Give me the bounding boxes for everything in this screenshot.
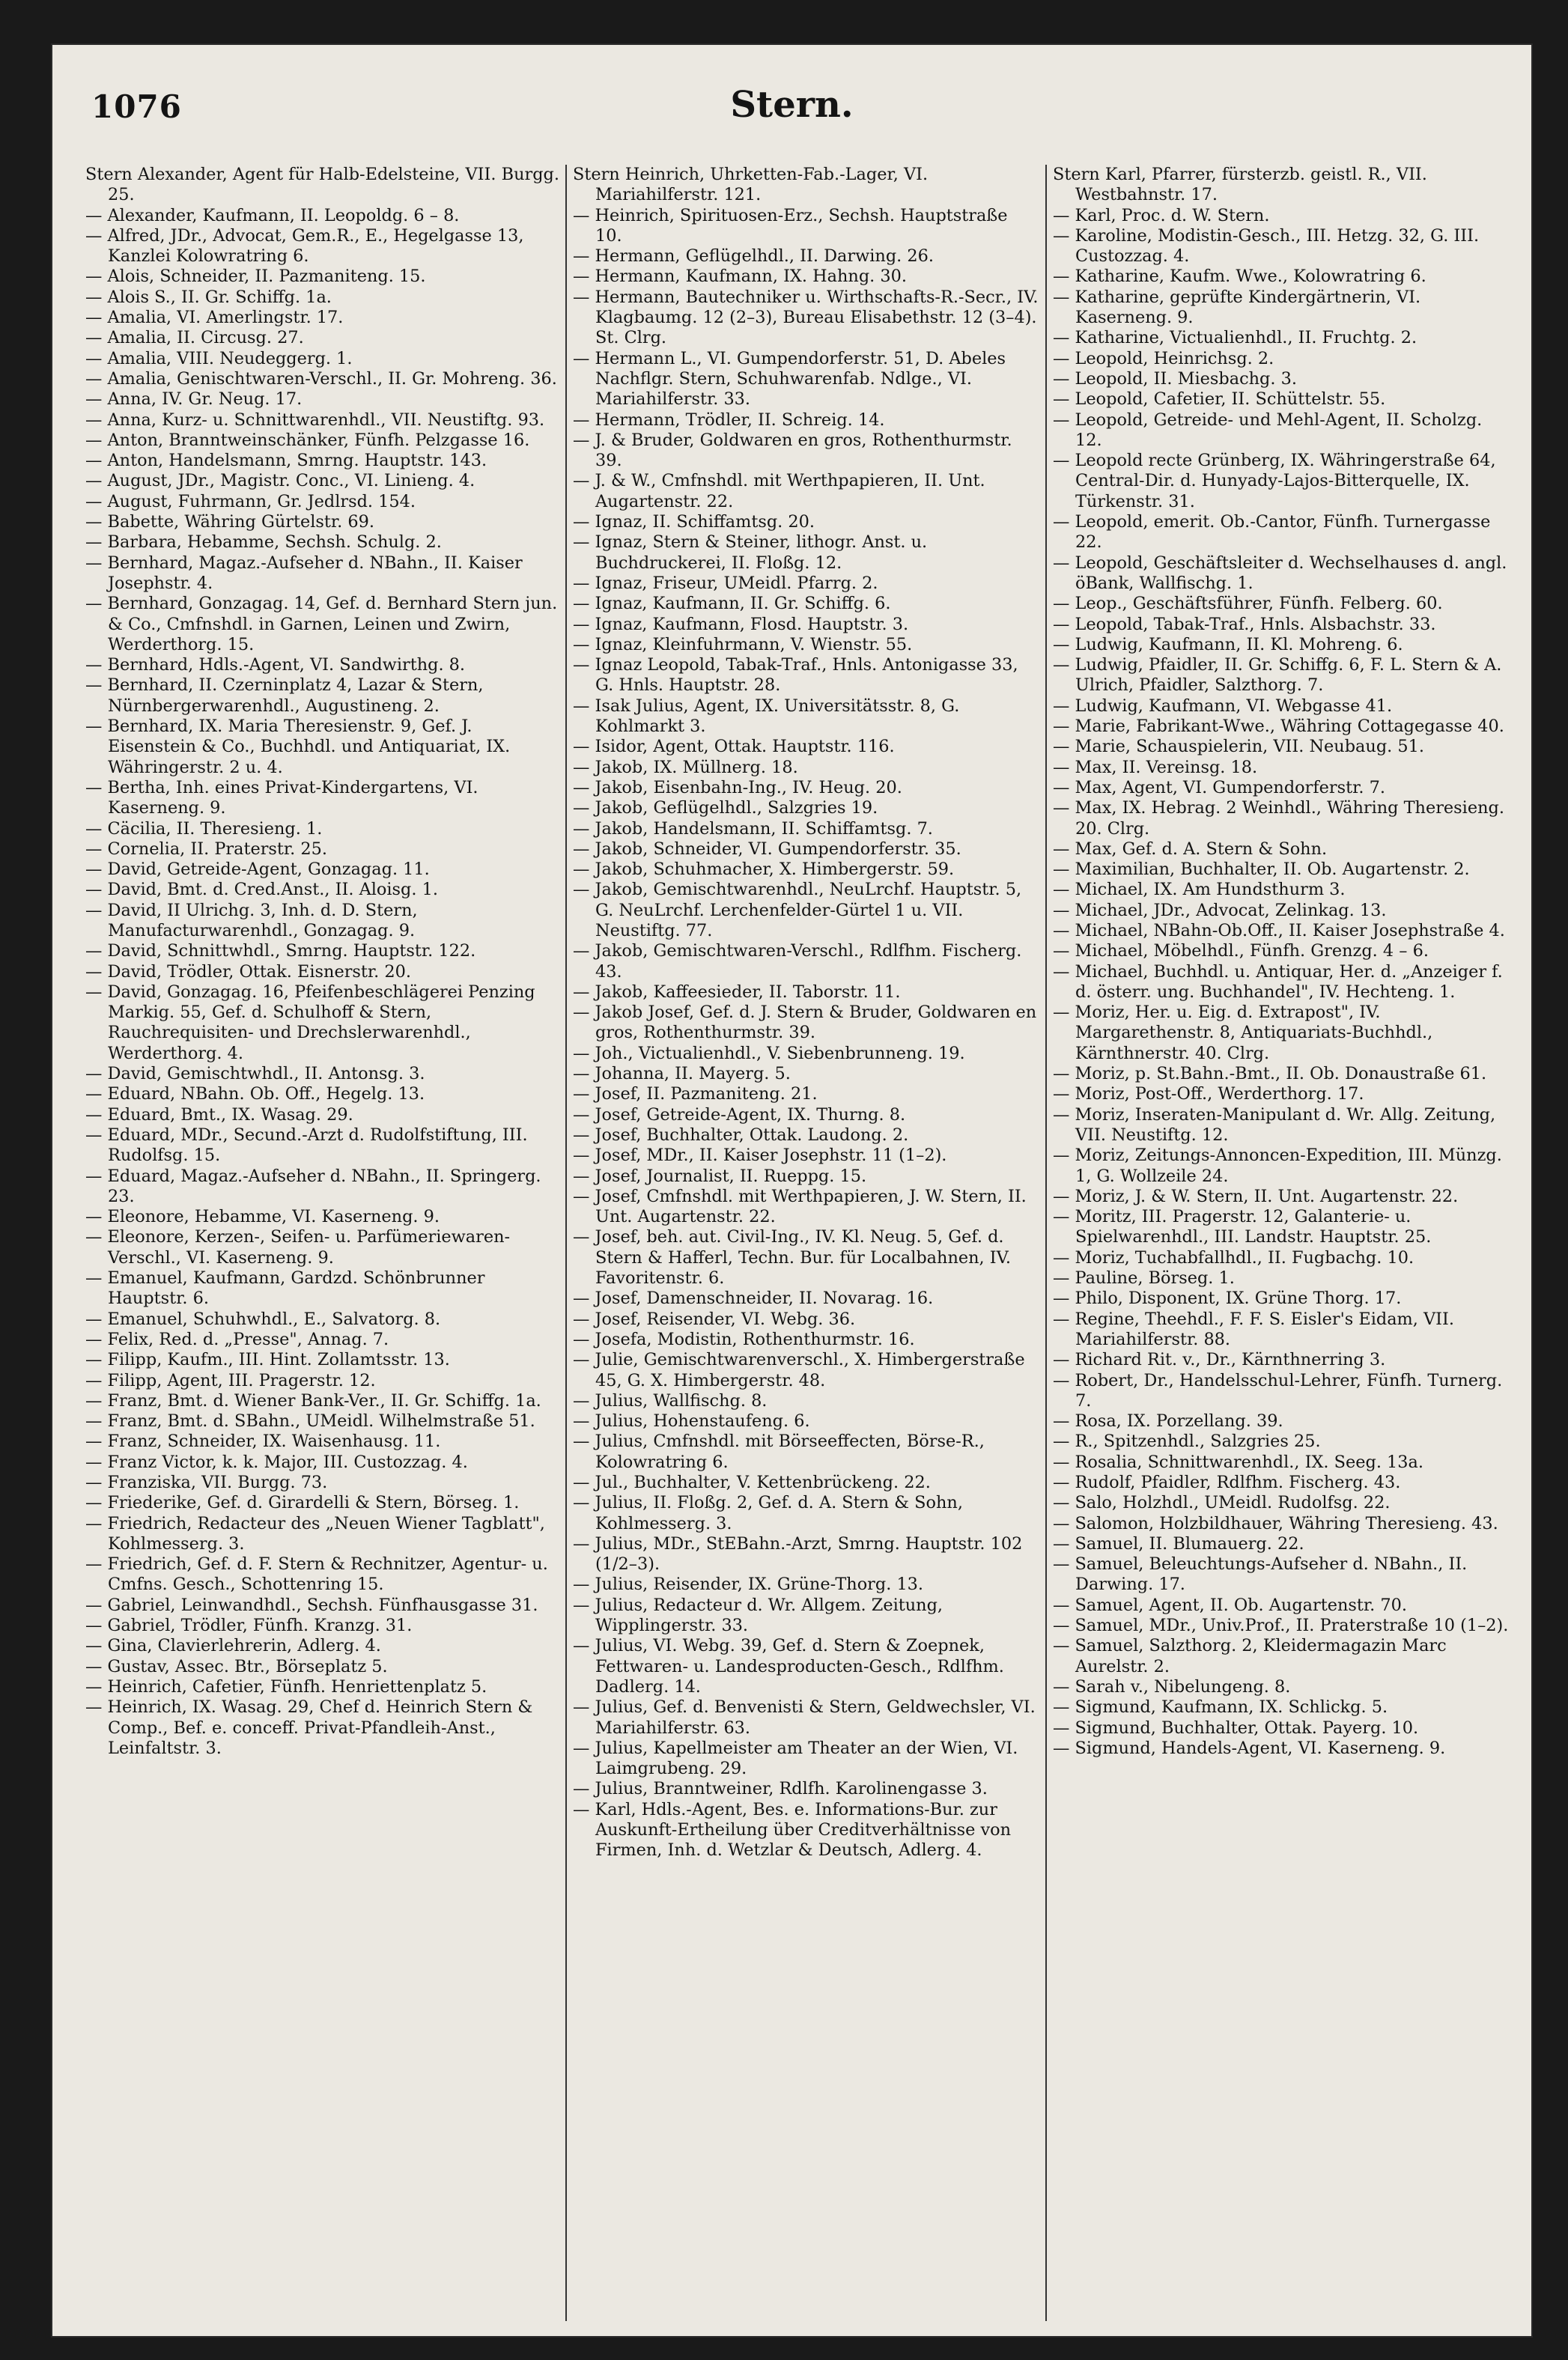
directory-entry: — Sigmund, Buchhalter, Ottak. Payerg. 10. (1053, 1718, 1419, 1738)
directory-entry: — Marie, Fabrikant-Wwe., Währing Cottagegasse 40. (1053, 717, 1504, 737)
directory-entry: — Bernhard, Magaz.-Aufseher d. NBahn., II. Kaiser Josephstr. 4. (85, 553, 523, 593)
directory-entry: — Samuel, MDr., Univ.Prof., II. Praterstraße 10 (1–2). (1053, 1616, 1509, 1636)
directory-entry: — Bertha, Inh. eines Privat-Kindergartens, VI. Kaserneng. 9. (85, 777, 478, 818)
directory-entry: — Eleonore, Hebamme, VI. Kaserneng. 9. (85, 1207, 440, 1227)
directory-entry: — Gabriel, Trödler, Fünfh. Kranzg. 31. (85, 1616, 413, 1636)
column-2 (565, 165, 1045, 2321)
directory-entry: — Katharine, Kaufm. Wwe., Kolowratring 6. (1053, 267, 1426, 287)
directory-entry: — Amalia, VI. Amerlingstr. 17. (85, 308, 344, 328)
directory-entry: — David, Schnittwhdl., Smrng. Hauptstr. 122. (85, 941, 476, 961)
directory-entry: — Leopold, Geschäftsleiter d. Wechselhauses d. angl. öBank, Wallfischg. 1. (1053, 553, 1507, 593)
directory-entry: — Samuel, Beleuchtungs-Aufseher d. NBahn., II. Darwing. 17. (1053, 1554, 1468, 1595)
directory-entry: — Katharine, Victualienhdl., II. Fruchtg. 2. (1053, 328, 1417, 348)
directory-entry: — J. & Bruder, Goldwaren en gros, Rothenthurmstr. 39. (573, 430, 1012, 471)
directory-entry: — Julius, MDr., StEBahn.-Arzt, Smrng. Hauptstr. 102 (1/2–3). (573, 1533, 1023, 1575)
directory-entry: — Max, Gef. d. A. Stern & Sohn. (1053, 839, 1328, 859)
directory-entry: — Michael, Möbelhdl., Fünfh. Grenzg. 4 – 6. (1053, 941, 1429, 961)
directory-entry: — Moriz, p. St.Bahn.-Bmt., II. Ob. Donaustraße 61. (1053, 1064, 1487, 1084)
directory-entry: — Josef, Journalist, II. Rueppg. 15. (573, 1166, 867, 1186)
directory-entry: — Leopold, Heinrichsg. 2. (1053, 348, 1274, 368)
directory-entry: — Leopold, Cafetier, II. Schüttelstr. 55. (1053, 389, 1386, 410)
directory-entry: — Ignaz, Kaufmann, Flosd. Hauptstr. 3. (573, 614, 909, 634)
directory-entry: — Franz, Bmt. d. SBahn., UMeidl. Wilhelmstraße 51. (85, 1411, 535, 1432)
directory-entry: — Max, IX. Hebrag. 2 Weinhdl., Währing Theresieng. 20. Clrg. (1053, 798, 1504, 839)
directory-entry: — Moriz, Inseraten-Manipulant d. Wr. Allg. Zeitung, VII. Neustiftg. 12. (1053, 1104, 1496, 1145)
directory-entry: — Ignaz Leopold, Tabak-Traf., Hnls. Antonigasse 33, G. Hnls. Hauptstr. 28. (573, 655, 1018, 696)
directory-entry: — Ignaz, Kaufmann, II. Gr. Schiffg. 6. (573, 594, 891, 614)
directory-entry: — Julie, Gemischtwarenverschl., X. Himbergerstraße 45, G. X. Himbergerstr. 48. (573, 1350, 1025, 1390)
directory-entry: — Marie, Schauspielerin, VII. Neubaug. 51. (1053, 737, 1425, 757)
directory-entry: — Josef, Getreide-Agent, IX. Thurng. 8. (573, 1104, 906, 1125)
directory-entry: — Cornelia, II. Praterstr. 25. (85, 839, 327, 859)
directory-entry: — Moriz, Zeitungs-Annoncen-Expedition, III. Münzg. 1, G. Wollzeile 24. (1053, 1146, 1502, 1186)
directory-entry: — David, Gonzagag. 16, Pfeifenbeschlägerei Penzing Markig. 55, Gef. d. Schulhoff & Stern, Rauchrequisiten- und Drechslerwarenhdl., Werderthorg. 4. (85, 982, 535, 1063)
directory-entry: — Leopold, emerit. Ob.-Cantor, Fünfh. Turnergasse 22. (1053, 512, 1491, 553)
directory-entry: — Ignaz, Stern & Steiner, lithogr. Anst. u. Buchdruckerei, II. Floßg. 12. (573, 532, 928, 573)
directory-entry: — Rosa, IX. Porzellang. 39. (1053, 1411, 1283, 1432)
directory-entry: — Heinrich, Cafetier, Fünfh. Henriettenplatz 5. (85, 1676, 487, 1697)
directory-entry: — Michael, IX. Am Hundsthurm 3. (1053, 880, 1346, 900)
directory-entry: — Philo, Disponent, IX. Grüne Thorg. 17. (1053, 1289, 1402, 1309)
directory-entry: Stern Heinrich, Uhrketten-Fab.-Lager, VI. Mariahilferstr. 121. (573, 165, 929, 205)
directory-entry: — Moriz, J. & W. Stern, II. Unt. Augartenstr. 22. (1053, 1186, 1459, 1206)
directory-entry: — Karoline, Modistin-Gesch., III. Hetzg. 32, G. III. Custozzag. 4. (1053, 225, 1480, 267)
directory-entry: — Cäcilia, II. Theresieng. 1. (85, 818, 323, 839)
directory-entry: — Moriz, Post-Off., Werderthorg. 17. (1053, 1084, 1364, 1104)
directory-entry: — Alois S., II. Gr. Schiffg. 1a. (85, 287, 332, 307)
directory-entry: — Amalia, II. Circusg. 27. (85, 328, 304, 348)
directory-entry: — Jakob, Gemischtwaren-Verschl., Rdlfhm. Fischerg. 43. (573, 941, 1022, 982)
directory-entry: — August, Fuhrmann, Gr. Jedlrsd. 154. (85, 491, 416, 511)
directory-entry: — Bernhard, IX. Maria Theresienstr. 9, Gef. J. Eisenstein & Co., Buchhdl. und Antiquariat, IX. Währingerstr. 2 u. 4. (85, 717, 511, 777)
directory-entry: — Gina, Clavierlehrerin, Adlerg. 4. (85, 1636, 381, 1656)
directory-entry: — Jakob, Schneider, VI. Gumpendorferstr. 35. (573, 839, 961, 859)
directory-entry: — Franz Victor, k. k. Major, III. Custozzag. 4. (85, 1452, 468, 1472)
directory-entry: — Salo, Holzhdl., UMeidl. Rudolfsg. 22. (1053, 1493, 1391, 1513)
directory-entry: — Jakob, Handelsmann, II. Schiffamtsg. 7. (573, 818, 933, 839)
directory-entry: — Josef, Buchhalter, Ottak. Laudong. 2. (573, 1125, 909, 1145)
directory-entry: — Julius, Branntweiner, Rdlfh. Karolinengasse 3. (573, 1779, 988, 1799)
directory-entry: — Julius, Cmfnshdl. mit Börseeffecten, Börse-R., Kolowratring 6. (573, 1432, 985, 1472)
directory-entry: — Friedrich, Gef. d. F. Stern & Rechnitzer, Agentur- u. Cmfns. Gesch., Schottenring 15. (85, 1554, 548, 1595)
directory-entry: — Hermann, Geflügelhdl., II. Darwing. 26. (573, 246, 934, 267)
directory-entry: — Bernhard, Hdls.-Agent, VI. Sandwirthg. 8. (85, 655, 466, 675)
directory-entry: — Emanuel, Kaufmann, Gardzd. Schönbrunner Hauptstr. 6. (85, 1268, 485, 1309)
directory-entry: — David, Trödler, Ottak. Eisnerstr. 20. (85, 961, 411, 982)
directory-entry: — R., Spitzenhdl., Salzgries 25. (1053, 1432, 1321, 1452)
directory-entry: — Leop., Geschäftsführer, Fünfh. Felberg. 60. (1053, 594, 1443, 614)
directory-entry: — Katharine, geprüfte Kindergärtnerin, VI. Kaserneng. 9. (1053, 287, 1421, 328)
directory-entry: — Josef, Cmfnshdl. mit Werthpapieren, J. W. Stern, II. Unt. Augartenstr. 22. (573, 1186, 1027, 1227)
directory-entry: — Johanna, II. Mayerg. 5. (573, 1064, 791, 1084)
directory-entry: — Friederike, Gef. d. Girardelli & Stern, Börseg. 1. (85, 1493, 520, 1513)
directory-entry: — Hermann L., VI. Gumpendorferstr. 51, D. Abeles Nachflgr. Stern, Schuhwarenfab. Ndlge., VI. Mariahilferstr. 33. (573, 348, 1006, 410)
directory-entry: — Michael, JDr., Advocat, Zelinkag. 13. (1053, 900, 1387, 920)
directory-page (52, 45, 1531, 2336)
directory-entry: — Heinrich, IX. Wasag. 29, Chef d. Heinrich Stern & Comp., Bef. e. conceff. Privat-Pfandleih-Anst., Leinfaltstr. 3. (85, 1697, 533, 1758)
directory-entry: — Julius, Kapellmeister am Theater an der Wien, VI. Laimgrubeng. 29. (573, 1738, 1018, 1779)
directory-entry: — Josefa, Modistin, Rothenthurmstr. 16. (573, 1329, 915, 1349)
page-number: 1076 (91, 88, 182, 125)
directory-entry: — Richard Rit. v., Dr., Kärnthnerring 3. (1053, 1350, 1386, 1370)
directory-entry: — Alfred, JDr., Advocat, Gem.R., E., Hegelgasse 13, Kanzlei Kolowratring 6. (85, 225, 524, 267)
directory-entry: — J. & W., Cmfnshdl. mit Werthpapieren, II. Unt. Augartenstr. 22. (573, 471, 985, 511)
directory-entry: — Franz, Bmt. d. Wiener Bank-Ver., II. Gr. Schiffg. 1a. (85, 1390, 541, 1411)
directory-entry: — Anton, Handelsmann, Smrng. Hauptstr. 143. (85, 451, 487, 471)
directory-entry: — Regine, Theehdl., F. F. S. Eisler's Eidam, VII. Mariahilferstr. 88. (1053, 1309, 1454, 1349)
directory-entry: — Robert, Dr., Handelsschul-Lehrer, Fünfh. Turnerg. 7. (1053, 1370, 1503, 1411)
directory-entry: — Gustav, Assec. Btr., Börseplatz 5. (85, 1656, 388, 1676)
directory-entry: — Jul., Buchhalter, V. Kettenbrückeng. 22. (573, 1473, 931, 1492)
directory-entry: — Jakob, IX. Müllnerg. 18. (573, 757, 798, 777)
directory-entry: — Eduard, Magaz.-Aufseher d. NBahn., II. Springerg. 23. (85, 1166, 541, 1206)
directory-entry: — Julius, Hohenstaufeng. 6. (573, 1411, 810, 1432)
directory-entry: — Emanuel, Schuhwhdl., E., Salvatorg. 8. (85, 1309, 441, 1329)
directory-entry: — Michael, Buchhdl. u. Antiquar, Her. d. „Anzeiger f. d. österr. ung. Buchhandel", IV. Hechteng. 1. (1053, 961, 1503, 1002)
directory-entry: — Anton, Branntweinschänker, Fünfh. Pelzgasse 16. (85, 430, 530, 450)
directory-entry: — Ludwig, Kaufmann, VI. Webgasse 41. (1053, 696, 1393, 716)
directory-entry: — Rosalia, Schnittwarenhdl., IX. Seeg. 13a. (1053, 1452, 1424, 1472)
directory-entry: — David, Bmt. d. Cred.Anst., II. Aloisg. 1. (85, 880, 438, 900)
directory-entry: — Hermann, Bautechniker u. Wirthschafts-R.-Secr., IV. Klagbaumg. 12 (2–3), Bureau Elisabethstr. 12 (3–4). St. Clrg. (573, 287, 1039, 348)
directory-entry: — Leopold, Getreide- und Mehl-Agent, II. Scholzg. 12. (1053, 410, 1483, 450)
directory-entry: — Pauline, Börseg. 1. (1053, 1268, 1235, 1289)
directory-entry: — Leopold recte Grünberg, IX. Währingerstraße 64, Central-Dir. d. Hunyady-Lajos-Bitterquelle, IX. Türkenstr. 31. (1053, 451, 1496, 511)
directory-entry: — Leopold, Tabak-Traf., Hnls. Alsbachstr. 33. (1053, 614, 1436, 634)
directory-entry: — Samuel, II. Blumauerg. 22. (1053, 1533, 1304, 1554)
directory-entry: — Julius, Wallfischg. 8. (573, 1390, 768, 1411)
directory-entry: — Julius, Redacteur d. Wr. Allgem. Zeitung, Wipplingerstr. 33. (573, 1595, 943, 1636)
directory-entry: — Samuel, Salzthorg. 2, Kleidermagazin Marc Aurelstr. 2. (1053, 1636, 1447, 1676)
directory-entry: — Anna, Kurz- u. Schnittwarenhdl., VII. Neustiftg. 93. (85, 410, 545, 430)
directory-entry: — Isak Julius, Agent, IX. Universitätsstr. 8, G. Kohlmarkt 3. (573, 696, 960, 737)
directory-entry: — Heinrich, Spirituosen-Erz., Sechsh. Hauptstraße 10. (573, 205, 1008, 246)
directory-entry: — Julius, VI. Webg. 39, Gef. d. Stern & Zoepnek, Fettwaren- u. Landesproducten-Gesch., Rdlfhm. Dadlerg. 14. (573, 1636, 1004, 1697)
directory-entry: — Gabriel, Leinwandhdl., Sechsh. Fünfhausgasse 31. (85, 1595, 538, 1615)
directory-entry: — Bernhard, II. Czerninplatz 4, Lazar & Stern, Nürnbergerwarenhdl., Augustineng. 2. (85, 675, 484, 716)
directory-entry: — Joh., Victualienhdl., V. Siebenbrunneng. 19. (573, 1043, 965, 1063)
directory-entry: — Sigmund, Kaufmann, IX. Schlickg. 5. (1053, 1697, 1388, 1718)
directory-entry: — Leopold, II. Miesbachg. 3. (1053, 368, 1297, 389)
directory-entry: — Julius, Reisender, IX. Grüne-Thorg. 13. (573, 1575, 924, 1595)
directory-entry: — August, JDr., Magistr. Conc., VI. Linieng. 4. (85, 471, 475, 491)
column-1 (85, 165, 565, 2321)
directory-entry: — Barbara, Hebamme, Sechsh. Schulg. 2. (85, 532, 442, 553)
directory-entry: — Julius, Gef. d. Benvenisti & Stern, Geldwechsler, VI. Mariahilferstr. 63. (573, 1697, 1036, 1738)
directory-entry: — Ludwig, Kaufmann, II. Kl. Mohreng. 6. (1053, 634, 1403, 654)
directory-entry: — Amalia, VIII. Neudeggerg. 1. (85, 348, 353, 368)
directory-entry: — David, II Ulrichg. 3, Inh. d. D. Stern, Manufacturwarenhdl., Gonzagag. 9. (85, 900, 418, 940)
directory-entry: — Karl, Proc. d. W. Stern. (1053, 205, 1270, 225)
directory-entry: — Ludwig, Pfaidler, II. Gr. Schiffg. 6, F. L. Stern & A. Ulrich, Pfaidler, Salzthorg. 7. (1053, 655, 1502, 696)
directory-entry: — Michael, NBahn-Ob.Off., II. Kaiser Josephstraße 4. (1053, 920, 1505, 940)
directory-entry: — Jakob, Eisenbahn-Ing., IV. Heug. 20. (573, 777, 902, 797)
directory-entry: — Franziska, VII. Burgg. 73. (85, 1473, 328, 1492)
directory-entry: — Salomon, Holzbildhauer, Währing Theresieng. 43. (1053, 1513, 1498, 1533)
directory-entry: — Filipp, Kaufm., III. Hint. Zollamtsstr. 13. (85, 1350, 450, 1370)
directory-entry: — Josef, MDr., II. Kaiser Josephstr. 11 (1–2). (573, 1146, 947, 1166)
directory-entry: — Ignaz, II. Schiffamtsg. 20. (573, 512, 815, 532)
directory-entry: — Franz, Schneider, IX. Waisenhausg. 11. (85, 1432, 441, 1452)
column-3 (1045, 165, 1516, 2321)
directory-entry: — Hermann, Kaufmann, IX. Hahng. 30. (573, 267, 907, 287)
directory-entry: — David, Gemischtwhdl., II. Antonsg. 3. (85, 1064, 425, 1084)
directory-entry: — Moritz, III. Pragerstr. 12, Galanterie- u. Spielwarenhdl., III. Landstr. Hauptstr. 25. (1053, 1207, 1432, 1247)
directory-entry: — Babette, Währing Gürtelstr. 69. (85, 512, 374, 532)
directory-entry: — Max, Agent, VI. Gumpendorferstr. 7. (1053, 777, 1385, 797)
directory-entry: — Jakob Josef, Gef. d. J. Stern & Bruder, Goldwaren en gros, Rothenthurmstr. 39. (573, 1003, 1037, 1043)
directory-entry: — Anna, IV. Gr. Neug. 17. (85, 389, 303, 410)
directory-entry: — Maximilian, Buchhalter, II. Ob. Augartenstr. 2. (1053, 860, 1470, 880)
directory-entry: — Jakob, Gemischtwarenhdl., NeuLrchf. Hauptstr. 5, G. NeuLrchf. Lerchenfelder-Gürtel 1 u. VII. Neustiftg. 77. (573, 880, 1022, 940)
running-head: Stern. (730, 84, 854, 126)
directory-entry: — Sigmund, Handels-Agent, VI. Kaserneng. 9. (1053, 1738, 1446, 1758)
columns (85, 165, 1516, 2321)
directory-entry: Stern Alexander, Agent für Halb-Edelsteine, VII. Burgg. 25. (85, 165, 559, 205)
directory-entry: — Josef, Reisender, VI. Webg. 36. (573, 1309, 856, 1329)
directory-entry: — Alois, Schneider, II. Pazmaniteng. 15. (85, 267, 426, 287)
directory-entry: — Eleonore, Kerzen-, Seifen- u. Parfümeriewaren-Verschl., VI. Kaserneng. 9. (85, 1227, 511, 1268)
directory-entry: — Isidor, Agent, Ottak. Hauptstr. 116. (573, 737, 895, 757)
directory-entry: — Moriz, Her. u. Eig. d. Extrapost", IV. Margarethenstr. 8, Antiquariats-Buchhdl., Kärnthnerstr. 40. Clrg. (1053, 1003, 1433, 1063)
directory-entry: — Bernhard, Gonzagag. 14, Gef. d. Bernhard Stern jun. & Co., Cmfnshdl. in Garnen, Leinen und Zwirn, Werderthorg. 15. (85, 594, 558, 654)
directory-entry: — Eduard, NBahn. Ob. Off., Hegelg. 13. (85, 1084, 425, 1104)
directory-entry: — Sarah v., Nibelungeng. 8. (1053, 1676, 1291, 1697)
directory-entry: — Josef, II. Pazmaniteng. 21. (573, 1084, 818, 1104)
directory-entry: — Jakob, Schuhmacher, X. Himbergerstr. 59. (573, 860, 955, 880)
directory-entry: — Ignaz, Kleinfuhrmann, V. Wienstr. 55. (573, 634, 913, 654)
directory-entry: — Max, II. Vereinsg. 18. (1053, 757, 1258, 777)
directory-entry: — Friedrich, Redacteur des „Neuen Wiener Tagblatt", Kohlmesserg. 3. (85, 1513, 545, 1554)
directory-entry: — Karl, Hdls.-Agent, Bes. e. Informations-Bur. zur Auskunft-Ertheilung über Creditverhältnisse von Firmen, Inh. d. Wetzlar & Deutsch, Adlerg. 4. (573, 1799, 1012, 1861)
directory-entry: — Hermann, Trödler, II. Schreig. 14. (573, 410, 885, 430)
directory-entry: — Rudolf, Pfaidler, Rdlfhm. Fischerg. 43. (1053, 1473, 1401, 1492)
directory-entry: — Alexander, Kaufmann, II. Leopoldg. 6 – 8. (85, 205, 460, 225)
directory-entry: — Jakob, Kaffeesieder, II. Taborstr. 11. (573, 982, 901, 1002)
directory-entry: — Felix, Red. d. „Presse", Annag. 7. (85, 1329, 389, 1349)
directory-entry: — Jakob, Geflügelhdl., Salzgries 19. (573, 798, 878, 818)
directory-entry: — Eduard, MDr., Secund.-Arzt d. Rudolfstiftung, III. Rudolfsg. 15. (85, 1125, 528, 1166)
directory-entry: — Amalia, Genischtwaren-Verschl., II. Gr. Mohreng. 36. (85, 368, 557, 389)
directory-entry: Stern Karl, Pfarrer, fürsterzb. geistl. R., VII. Westbahnstr. 17. (1053, 165, 1427, 205)
directory-entry: — Ignaz, Friseur, UMeidl. Pfarrg. 2. (573, 573, 878, 593)
directory-entry: — Samuel, Agent, II. Ob. Augartenstr. 70. (1053, 1595, 1407, 1615)
directory-entry: — Moriz, Tuchabfallhdl., II. Fugbachg. 10. (1053, 1247, 1414, 1268)
directory-entry: — Filipp, Agent, III. Pragerstr. 12. (85, 1370, 376, 1390)
directory-entry: — Josef, beh. aut. Civil-Ing., IV. Kl. Neug. 5, Gef. d. Stern & Hafferl, Techn. Bur. für Localbahnen, IV. Favoritenstr. 6. (573, 1227, 1011, 1289)
directory-entry: — Eduard, Bmt., IX. Wasag. 29. (85, 1104, 353, 1125)
directory-entry: — Julius, II. Floßg. 2, Gef. d. A. Stern & Sohn, Kohlmesserg. 3. (573, 1493, 963, 1533)
directory-entry: — Josef, Damenschneider, II. Novarag. 16. (573, 1289, 934, 1309)
directory-entry: — David, Getreide-Agent, Gonzagag. 11. (85, 860, 430, 880)
